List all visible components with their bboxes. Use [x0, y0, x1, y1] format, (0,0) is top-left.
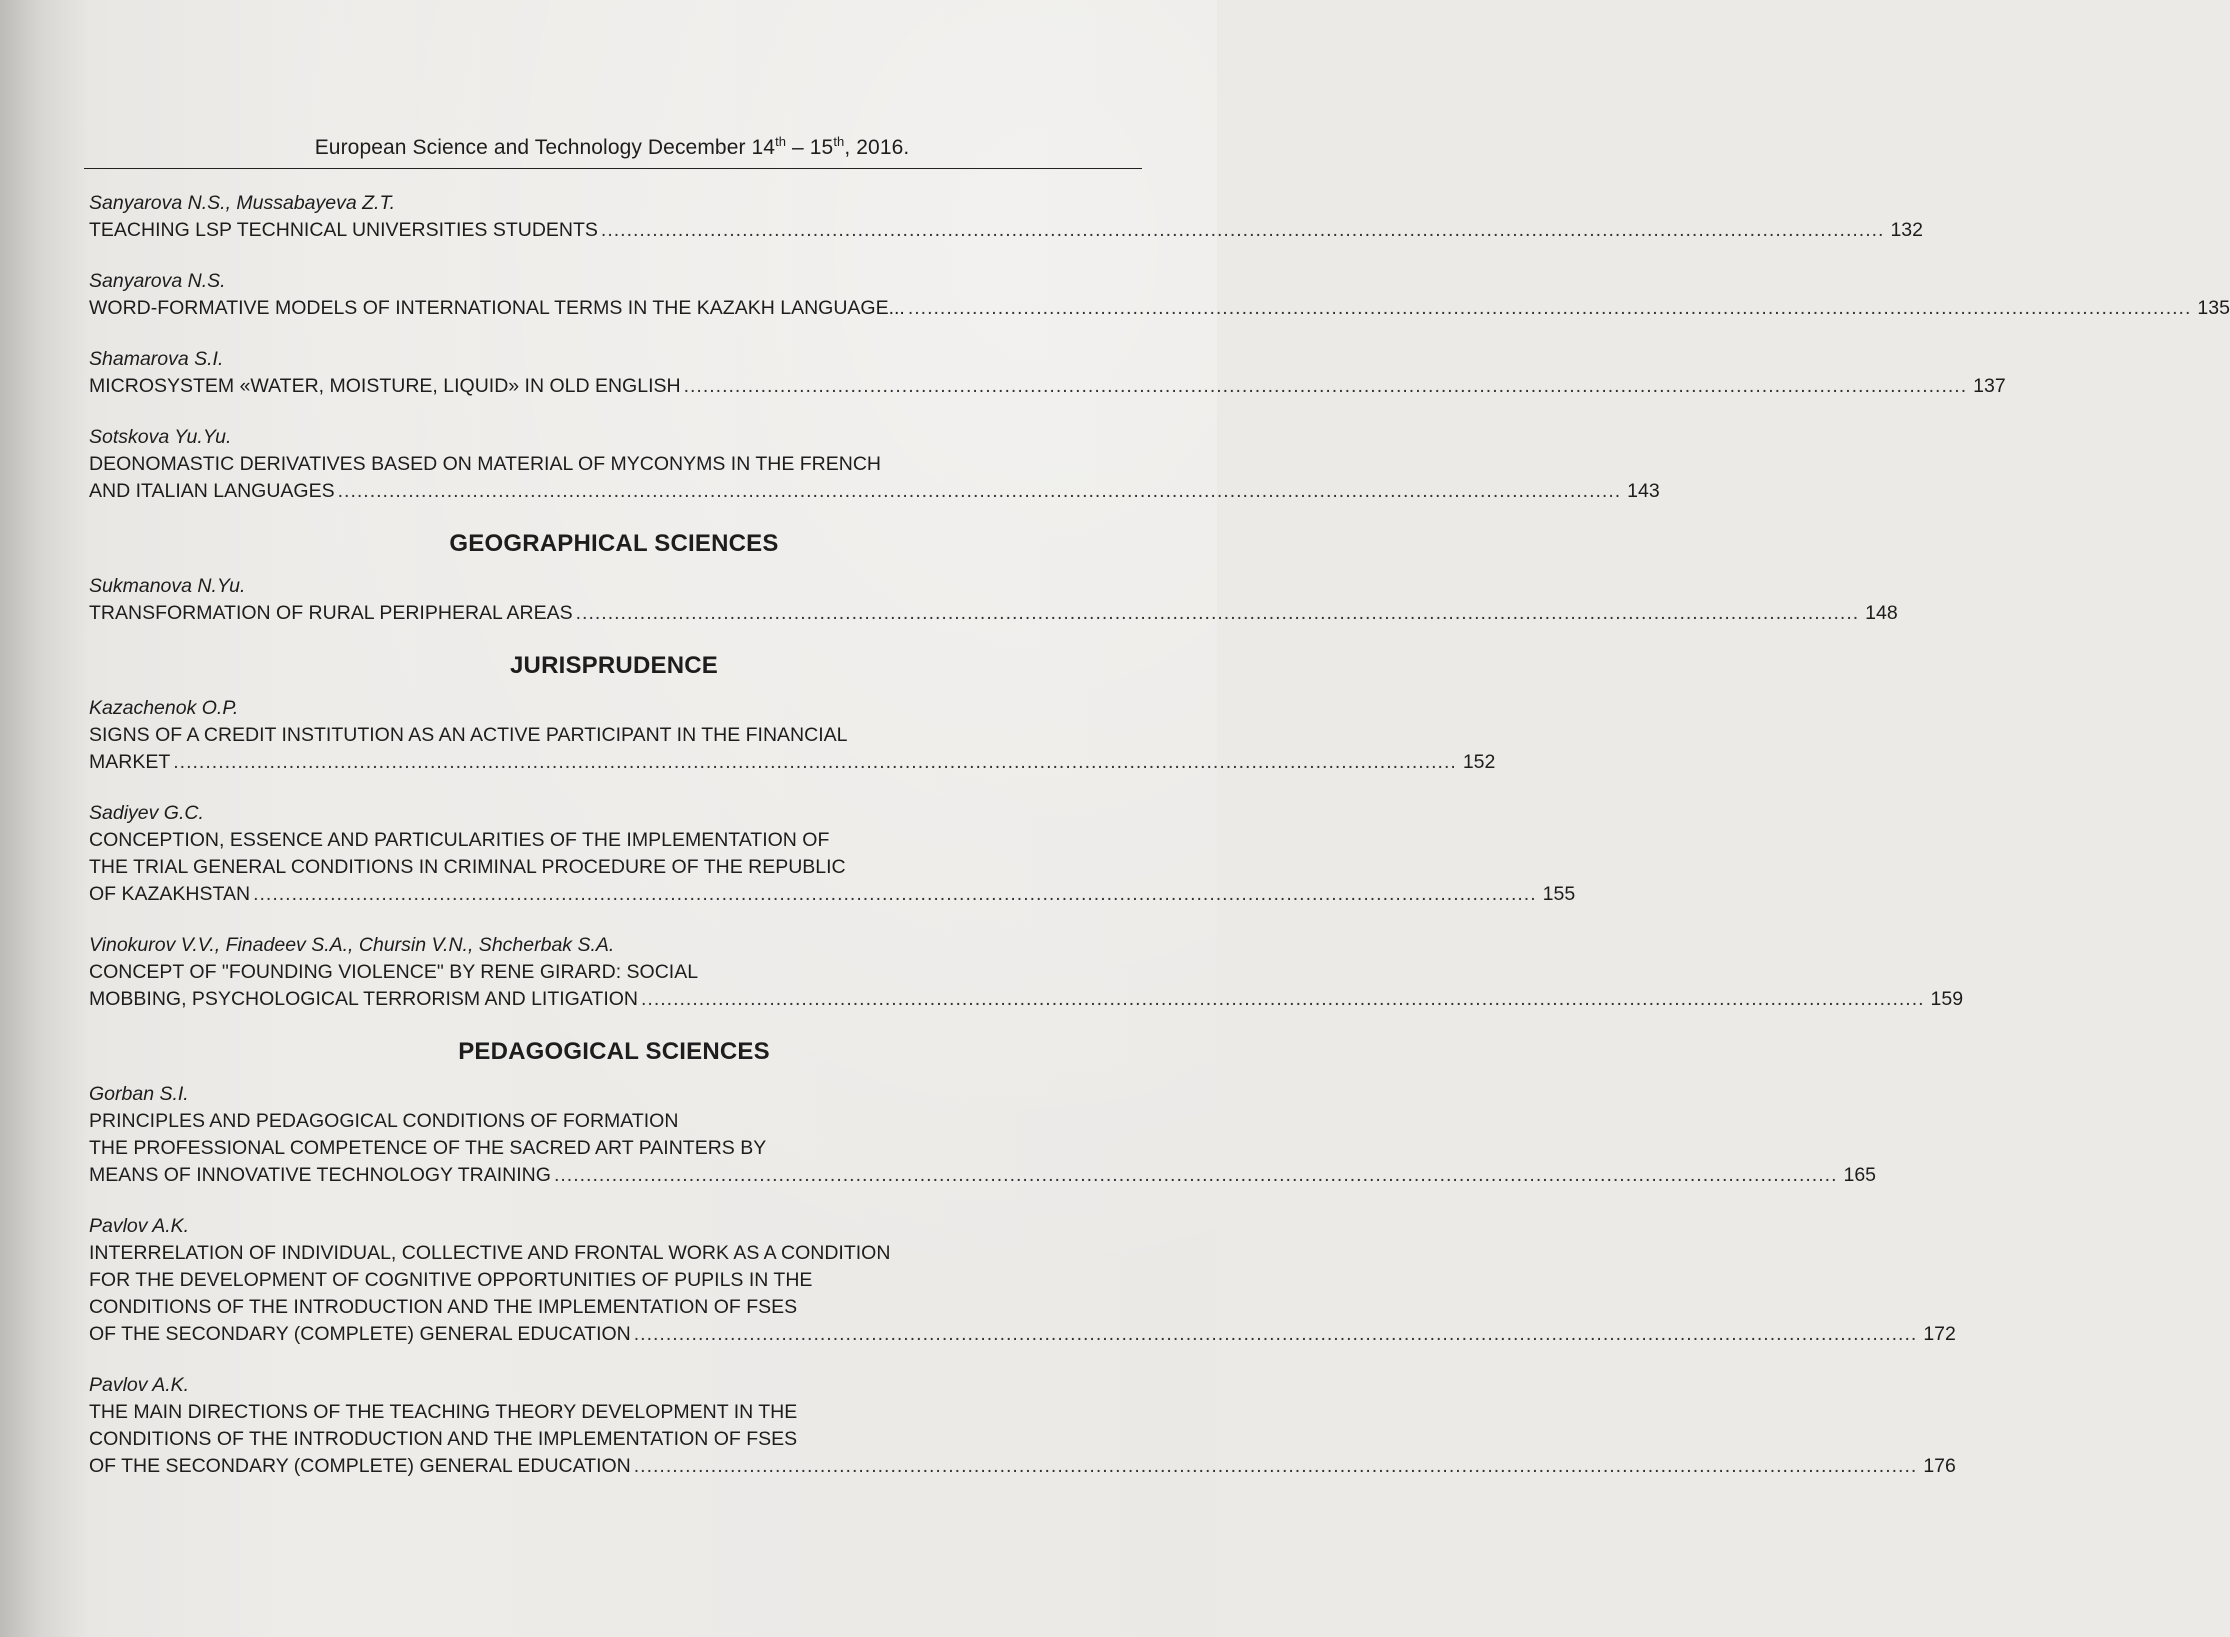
toc-entry	[89, 190, 1923, 244]
entry-page-number: 172	[1923, 1323, 1956, 1345]
entry-title-last-line	[89, 1162, 1877, 1189]
entry-title-last-line	[89, 1453, 1956, 1480]
entry-title-last-line	[89, 986, 1964, 1013]
entry-title-last-line	[89, 373, 2006, 400]
entry-page-number: 137	[1973, 375, 2006, 397]
toc-entry	[89, 424, 1660, 505]
dot-leader: ........................................................................................................................................................................................................	[907, 297, 2192, 319]
dot-leader: ........................................................................................................................................................................................................	[640, 988, 1925, 1010]
entry-page-number: 155	[1542, 883, 1576, 905]
entry-title-line: AND ITALIAN LANGUAGES	[89, 480, 335, 502]
entry-author: Pavlov A.K.	[89, 1374, 190, 1396]
entry-title-last-line	[89, 478, 1660, 505]
entry-title-line: MARKET	[89, 751, 171, 773]
toc-entry	[89, 573, 1898, 627]
entry-author: Vinokurov V.V., Finadeev S.A., Chursin V.N., Shcherbak S.A.	[89, 934, 615, 956]
section-heading-pedagogical: PEDAGOGICAL SCIENCES	[458, 1038, 770, 1065]
section-heading-geographical: GEOGRAPHICAL SCIENCES	[449, 530, 779, 557]
header-suffix: , 2016.	[844, 136, 910, 159]
section-heading-jurisprudence: JURISPRUDENCE	[510, 652, 718, 679]
entry-title-line: TEACHING LSP TECHNICAL UNIVERSITIES STUDENTS	[89, 219, 598, 241]
entry-page-number: 152	[1462, 751, 1496, 773]
entry-title-last-line	[89, 600, 1898, 627]
toc-entry	[89, 932, 1964, 1013]
toc-entry	[89, 268, 2230, 322]
entry-page-number: 176	[1923, 1455, 1956, 1477]
entry-title-line: CONCEPT OF "FOUNDING VIOLENCE" BY RENE GIRARD: SOCIAL	[89, 961, 699, 983]
dot-leader: ........................................................................................................................................................................................................	[683, 375, 1968, 397]
entry-title-line: THE MAIN DIRECTIONS OF THE TEACHING THEORY DEVELOPMENT IN THE	[89, 1401, 798, 1423]
entry-page-number: 159	[1930, 988, 1964, 1010]
entry-author: Sotskova Yu.Yu.	[89, 426, 232, 448]
dot-leader: ........................................................................................................................................................................................................	[173, 751, 1457, 773]
toc-entry	[89, 1213, 1956, 1348]
entry-title-last-line	[89, 295, 2230, 322]
entry-page-number: 143	[1627, 480, 1660, 502]
header-mid: – 15	[786, 136, 834, 159]
entry-title-line: THE PROFESSIONAL COMPETENCE OF THE SACRED ART PAINTERS BY	[89, 1137, 767, 1159]
entry-title-line: WORD-FORMATIVE MODELS OF INTERNATIONAL TERMS IN THE KAZAKH LANGUAGE...	[89, 297, 905, 319]
header-prefix: European Science and Technology December 14	[314, 136, 776, 159]
header-rule	[84, 168, 1142, 169]
toc-entry	[89, 695, 1496, 776]
entry-page-number: 165	[1843, 1164, 1877, 1186]
toc-block-4	[89, 1081, 1956, 1480]
entry-author: Kazachenok O.P.	[89, 697, 239, 719]
entry-title-line: CONDITIONS OF THE INTRODUCTION AND THE IMPLEMENTATION OF FSES	[89, 1428, 798, 1450]
entry-author: Gorban S.I.	[89, 1083, 189, 1105]
dot-leader: ........................................................................................................................................................................................................	[553, 1164, 1838, 1186]
entry-title-line: MEANS OF INNOVATIVE TECHNOLOGY TRAINING	[89, 1164, 551, 1186]
dot-leader: ........................................................................................................................................................................................................	[600, 219, 1885, 241]
header-sup-1: th	[775, 134, 787, 149]
entry-title-line: TRANSFORMATION OF RURAL PERIPHERAL AREAS	[89, 602, 573, 624]
entry-page-number: 132	[1890, 219, 1923, 241]
toc-block-1	[89, 190, 2230, 505]
entry-title-line: PRINCIPLES AND PEDAGOGICAL CONDITIONS OF FORMATION	[89, 1110, 679, 1132]
entry-author: Shamarova S.I.	[89, 348, 224, 370]
entry-author: Sadiyev G.C.	[89, 802, 204, 824]
entry-title-line: MICROSYSTEM «WATER, MOISTURE, LIQUID» IN OLD ENGLISH	[89, 375, 681, 397]
entry-author: Sanyarova N.S.	[89, 270, 226, 292]
toc-entry	[89, 800, 1576, 908]
entry-author: Sukmanova N.Yu.	[89, 575, 246, 597]
toc-entry	[89, 1081, 1877, 1189]
entry-title-line: OF THE SECONDARY (COMPLETE) GENERAL EDUCATION	[89, 1455, 631, 1477]
toc-block-2	[89, 573, 1898, 627]
entry-title-last-line	[89, 749, 1496, 776]
entry-author: Sanyarova N.S., Mussabayeva Z.T.	[89, 192, 396, 214]
entry-title-line: MOBBING, PSYCHOLOGICAL TERRORISM AND LITIGATION	[89, 988, 638, 1010]
entry-title-last-line	[89, 1321, 1956, 1348]
table-of-contents	[89, 190, 2230, 1504]
entry-page-number: 148	[1865, 602, 1898, 624]
running-header	[84, 134, 1140, 160]
entry-title-line: INTERRELATION OF INDIVIDUAL, COLLECTIVE AND FRONTAL WORK AS A CONDITION	[89, 1242, 891, 1264]
header-sup-2: th	[833, 134, 845, 149]
dot-leader: ........................................................................................................................................................................................................	[253, 883, 1537, 905]
entry-title-last-line	[89, 217, 1923, 244]
entry-title-line: SIGNS OF A CREDIT INSTITUTION AS AN ACTIVE PARTICIPANT IN THE FINANCIAL	[89, 724, 848, 746]
entry-title-line: CONCEPTION, ESSENCE AND PARTICULARITIES OF THE IMPLEMENTATION OF	[89, 829, 830, 851]
dot-leader: ........................................................................................................................................................................................................	[633, 1323, 1918, 1345]
dot-leader: ........................................................................................................................................................................................................	[633, 1455, 1918, 1477]
entry-title-line: OF THE SECONDARY (COMPLETE) GENERAL EDUCATION	[89, 1323, 631, 1345]
entry-title-line: OF KAZAKHSTAN	[89, 883, 251, 905]
entry-title-line: CONDITIONS OF THE INTRODUCTION AND THE IMPLEMENTATION OF FSES	[89, 1296, 798, 1318]
toc-entry	[89, 346, 2006, 400]
entry-title-line: DEONOMASTIC DERIVATIVES BASED ON MATERIAL OF MYCONYMS IN THE FRENCH	[89, 453, 882, 475]
dot-leader: ........................................................................................................................................................................................................	[337, 480, 1622, 502]
entry-author: Pavlov A.K.	[89, 1215, 190, 1237]
dot-leader: ........................................................................................................................................................................................................	[575, 602, 1860, 624]
toc-entry	[89, 1372, 1956, 1480]
entry-title-line: THE TRIAL GENERAL CONDITIONS IN CRIMINAL PROCEDURE OF THE REPUBLIC	[89, 856, 846, 878]
toc-block-3	[89, 695, 1964, 1013]
entry-page-number: 135	[2197, 297, 2230, 319]
entry-title-line: FOR THE DEVELOPMENT OF COGNITIVE OPPORTUNITIES OF PUPILS IN THE	[89, 1269, 813, 1291]
entry-title-last-line	[89, 881, 1576, 908]
